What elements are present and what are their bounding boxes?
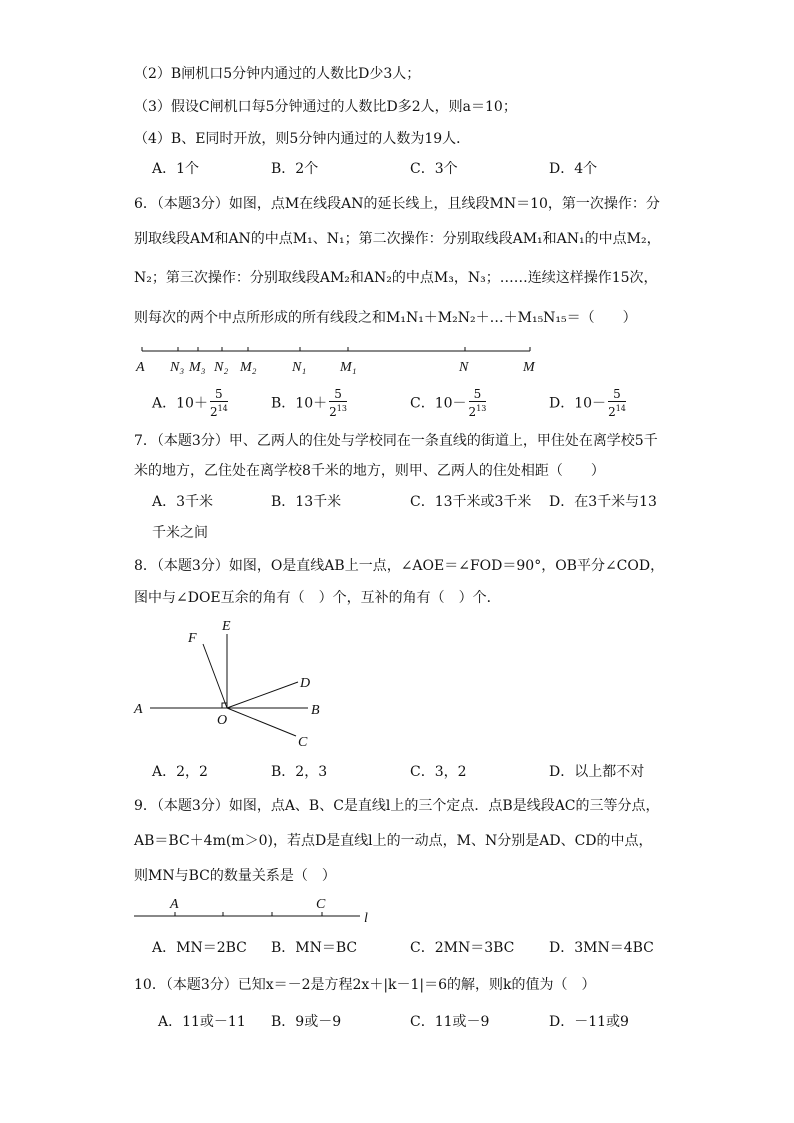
- q5-option-b[interactable]: B．2个: [271, 161, 319, 177]
- q6-option-prefix: 10－: [574, 395, 607, 412]
- q7-option-a[interactable]: A．3千米: [152, 494, 214, 510]
- q8-angle-figure: [128, 612, 338, 752]
- q6-option-b[interactable]: [271, 388, 347, 419]
- q7-option-d-continued: 千米之间: [152, 525, 208, 541]
- q8-label-e: E: [222, 619, 231, 634]
- q10-option-d[interactable]: D．－11或9: [549, 1014, 629, 1030]
- q5-option-d[interactable]: D．4个: [549, 161, 598, 177]
- q9-label-a: A: [170, 897, 179, 912]
- q8-label-f: F: [188, 631, 197, 646]
- q8-option-c[interactable]: C．3，2: [410, 764, 467, 780]
- q6-option-letter: A．: [152, 395, 177, 412]
- q10-text-line1: 10．（本题3分）已知x＝－2是方程2x＋|k－1|＝6的解，则k的值为（ ）: [134, 977, 596, 993]
- q9-text-line3: 则MN与BC的数量关系是（ ）: [134, 868, 336, 884]
- q6-option-c[interactable]: [410, 388, 486, 419]
- q5-statement-4: （4）B、E同时开放，则5分钟内通过的人数为19人．: [134, 131, 471, 147]
- q5-option-c[interactable]: C．3个: [410, 161, 458, 177]
- q8-label-d: D: [300, 676, 311, 691]
- q6-label-n1: N₁: [292, 360, 307, 375]
- q6-fraction-numerator: 5: [210, 388, 228, 402]
- q6-fraction-numerator: 5: [329, 388, 347, 402]
- q6-label-n3: N₃: [170, 360, 185, 375]
- q6-label-n2: N₂: [214, 360, 229, 375]
- q8-option-a[interactable]: A．2，2: [152, 764, 208, 780]
- q6-label-a: A: [136, 360, 145, 375]
- q8-label-a: A: [134, 702, 143, 717]
- q6-option-prefix: 10＋: [176, 395, 208, 412]
- q6-text-line2: 别取线段AM和AN的中点M₁、N₁；第二次操作：分别取线段AM₁和AN₁的中点M₂，: [134, 231, 661, 247]
- q6-label-m3: M₃: [189, 360, 206, 375]
- q6-label-m: M: [523, 360, 535, 375]
- q6-text-line3: N₂；第三次操作：分别取线段AM₂和AN₂的中点M₃，N₃；……连续这样操作15次，: [134, 270, 658, 286]
- q8-text-line2: 图中与∠DOE互余的角有（ ）个，互补的角有（ ）个．: [134, 590, 501, 606]
- q9-text-line2: AB＝BC＋4m(m＞0)，若点D是直线l上的一动点，M、N分别是AD、CD的中点，: [134, 833, 653, 849]
- q6-text-line1: 6．（本题3分）如图，点M在线段AN的延长线上，且线段MN＝10，第一次操作：分: [134, 196, 660, 212]
- q6-fraction-denominator: $2^{13}$: [468, 404, 487, 419]
- q6-fraction: [469, 388, 487, 419]
- q6-fraction-denominator: $2^{13}$: [329, 404, 347, 419]
- q8-label-o: O: [217, 713, 228, 728]
- q8-option-d[interactable]: D．以上都不对: [549, 764, 645, 780]
- q8-text-line1: 8．（本题3分）如图，O是直线AB上一点，∠AOE＝∠FOD＝90°，OB平分∠COD，: [134, 558, 665, 574]
- q9-option-c[interactable]: C．2MN＝3BC: [410, 940, 515, 956]
- q6-fraction: [210, 388, 228, 419]
- q8-label-c: C: [298, 735, 308, 750]
- q7-option-b[interactable]: B．13千米: [271, 494, 342, 510]
- q5-statement-2: （2）B闸机口5分钟内通过的人数比D少3人；: [134, 66, 421, 82]
- q6-option-letter: B．: [271, 395, 296, 412]
- q5-statement-3: （3）假设C闸机口每5分钟通过的人数比D多2人，则a＝10；: [134, 99, 517, 115]
- q8-option-b[interactable]: B．2，3: [271, 764, 328, 780]
- q6-label-n: N: [459, 360, 469, 375]
- q8-label-b: B: [311, 703, 320, 718]
- q7-text-line2: 米的地方，乙住处在离学校8千米的地方，则甲、乙两人的住处相距（ ）: [134, 463, 605, 479]
- q9-option-b[interactable]: B．MN＝BC: [271, 940, 358, 956]
- q6-label-m1: M₁: [340, 360, 357, 375]
- q10-option-b[interactable]: B．9或－9: [271, 1014, 342, 1030]
- q6-option-a[interactable]: [152, 388, 228, 419]
- q6-text-line4: 则每次的两个中点所形成的所有线段之和M₁N₁＋M₂N₂＋…＋M₁₅N₁₅＝（ ）: [134, 310, 637, 326]
- q7-option-c[interactable]: C．13千米或3千米: [410, 494, 532, 510]
- q6-fraction-numerator: 5: [469, 388, 487, 402]
- q10-option-a[interactable]: A．11或－11: [158, 1014, 246, 1030]
- q9-option-d[interactable]: D．3MN＝4BC: [549, 940, 654, 956]
- q6-option-prefix: 10＋: [295, 395, 328, 412]
- q6-fraction-numerator: 5: [608, 388, 626, 402]
- q10-option-c[interactable]: C．11或－9: [410, 1014, 490, 1030]
- q9-line-figure: [130, 892, 390, 928]
- q6-fraction-denominator: $2^{14}$: [209, 404, 228, 419]
- q9-label-c: C: [316, 897, 326, 912]
- q6-fraction: [608, 388, 626, 419]
- q6-option-prefix: 10－: [434, 395, 467, 412]
- q6-option-d[interactable]: [549, 388, 626, 419]
- q6-fraction: [329, 388, 347, 419]
- q6-segment-figure: [130, 338, 550, 378]
- q5-option-a[interactable]: A．1个: [152, 161, 200, 177]
- q6-label-m2: M₂: [240, 360, 257, 375]
- q6-option-letter: C．: [410, 395, 435, 412]
- q6-option-letter: D．: [549, 395, 575, 412]
- q7-text-line1: 7．（本题3分）甲、乙两人的住处与学校同在一条直线的街道上，甲住处在离学校5千: [134, 433, 658, 449]
- q6-fraction-denominator: $2^{14}$: [608, 404, 626, 419]
- q9-label-l: l: [364, 911, 368, 926]
- q9-option-a[interactable]: A．MN＝2BC: [152, 940, 247, 956]
- q7-option-d[interactable]: D．在3千米与13: [549, 494, 657, 510]
- q9-text-line1: 9．（本题3分）如图，点A、B、C是直线l上的三个定点．点B是线段AC的三等分点，: [134, 798, 660, 814]
